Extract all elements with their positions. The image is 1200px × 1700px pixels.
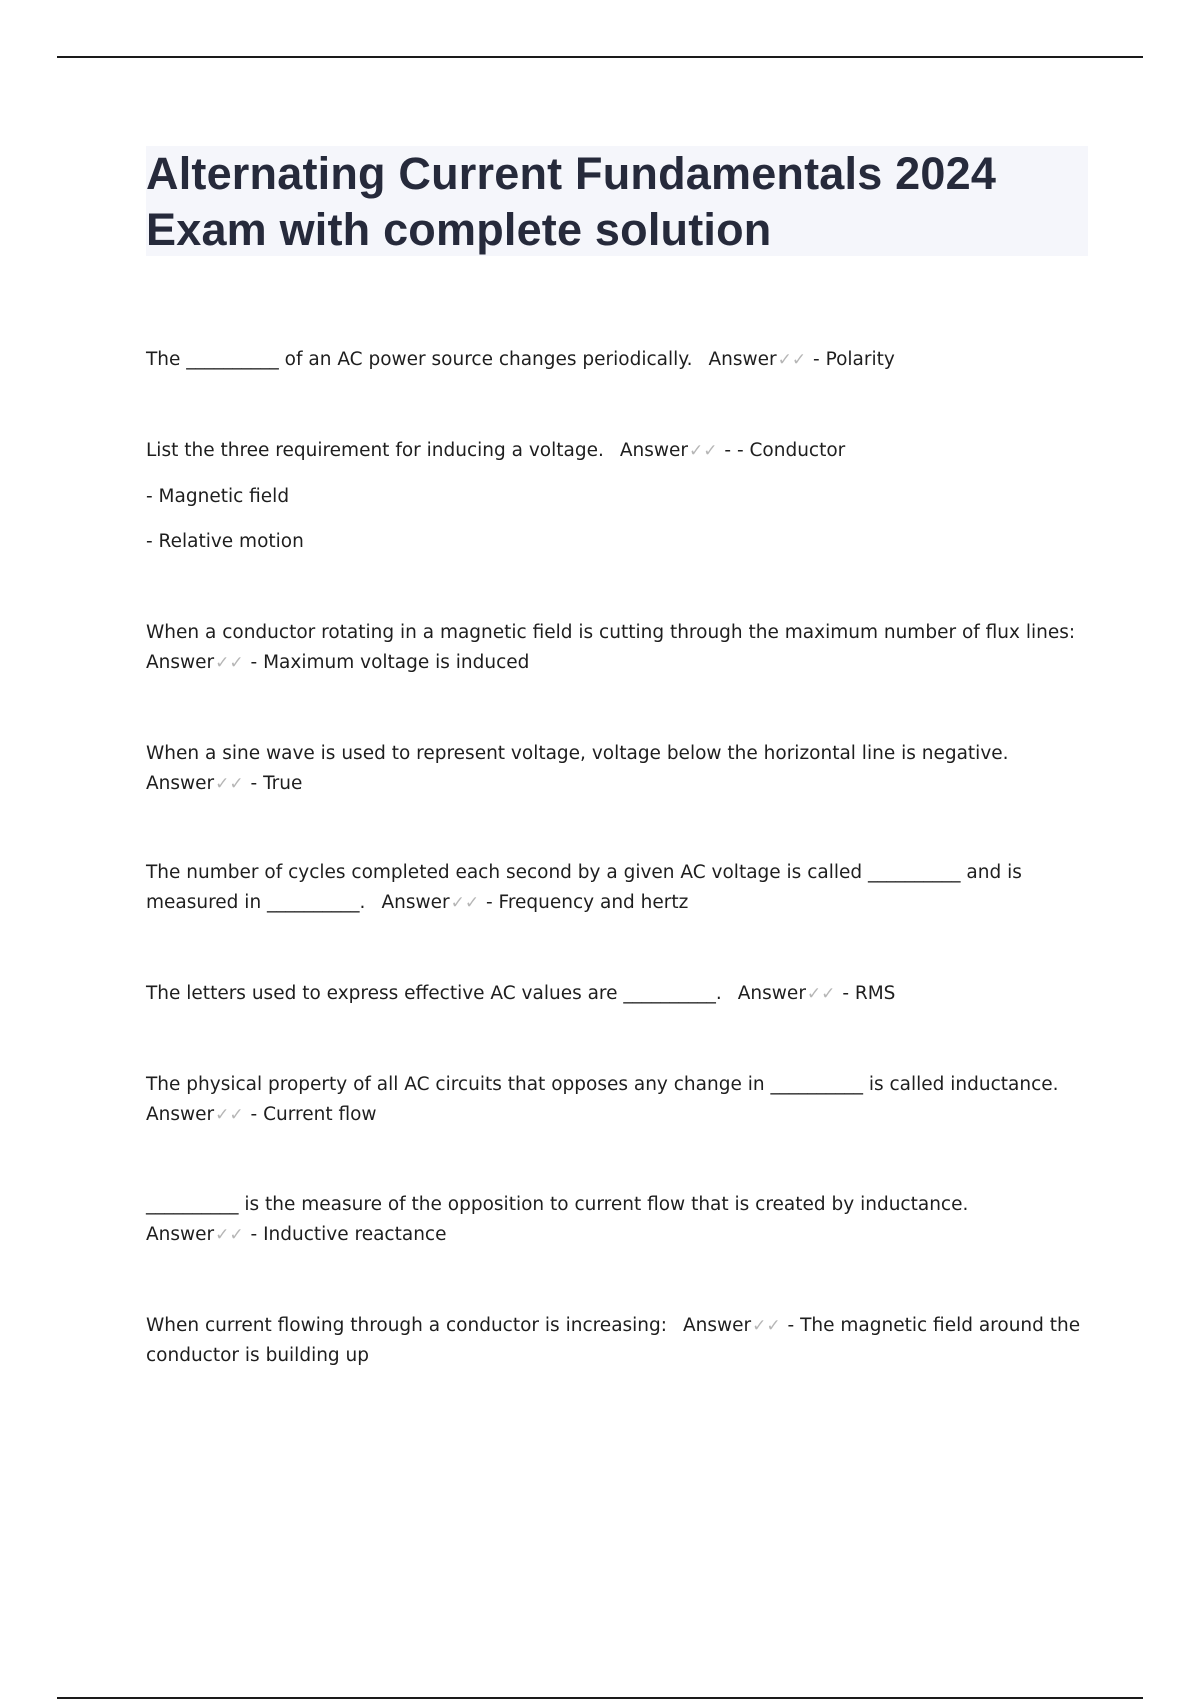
question-text: The __________ of an AC power source changes periodically. xyxy=(146,349,693,370)
qa-item-5 xyxy=(146,858,1091,918)
question-text-cont: measured in __________. xyxy=(146,892,366,913)
answer-text-cont: conductor is building up xyxy=(146,1345,370,1366)
qa-item-9 xyxy=(146,1311,1091,1371)
qa-item-4 xyxy=(146,739,1091,799)
question-text: __________ is the measure of the opposition to current flow that is created by inductance. xyxy=(146,1194,969,1215)
header-rule xyxy=(57,56,1143,58)
answer-text: - RMS xyxy=(842,983,896,1004)
question-text: The physical property of all AC circuits that opposes any change in __________ is called inductance. xyxy=(146,1074,1059,1095)
answer-continuation: - Magnetic field xyxy=(146,486,290,507)
qa-item-2 xyxy=(146,436,1091,466)
answer-text: - Polarity xyxy=(813,349,895,370)
answer-label: Answer xyxy=(146,652,215,673)
qa-item-3 xyxy=(146,618,1091,678)
answer-label: Answer xyxy=(381,892,450,913)
answer-text: - - Conductor xyxy=(724,440,846,461)
question-text: When a sine wave is used to represent voltage, voltage below the horizontal line is negative. xyxy=(146,743,1009,764)
checkmark-icon: ✓✓ xyxy=(752,1316,781,1336)
checkmark-icon: ✓✓ xyxy=(215,774,244,794)
footer-rule xyxy=(57,1697,1143,1699)
answer-label: Answer xyxy=(619,440,688,461)
answer-label: Answer xyxy=(708,349,777,370)
checkmark-icon: ✓✓ xyxy=(215,653,244,673)
question-text: List the three requirement for inducing a voltage. xyxy=(146,440,604,461)
question-text: The number of cycles completed each second by a given AC voltage is called __________ and is xyxy=(146,862,1022,883)
answer-text: - True xyxy=(250,773,303,794)
answer-text: - Frequency and hertz xyxy=(485,892,689,913)
checkmark-icon: ✓✓ xyxy=(450,893,480,913)
answer-label: Answer xyxy=(737,983,806,1004)
answer-label: Answer xyxy=(146,1104,215,1125)
qa-item-7 xyxy=(146,1070,1091,1130)
answer-text: - Current flow xyxy=(250,1104,377,1125)
checkmark-icon: ✓✓ xyxy=(215,1225,244,1245)
answer-text: - Maximum voltage is induced xyxy=(250,652,530,673)
checkmark-icon: ✓✓ xyxy=(689,441,718,461)
answer-label: Answer xyxy=(146,1224,215,1245)
title-line-1: Alternating Current Fundamentals 2024 xyxy=(146,148,997,199)
answer-continuation: - Relative motion xyxy=(146,531,304,552)
checkmark-icon: ✓✓ xyxy=(806,984,836,1004)
qa-item-1 xyxy=(146,345,1091,375)
page-title xyxy=(146,146,1088,258)
question-text: When a conductor rotating in a magnetic field is cutting through the maximum number of flux lines: xyxy=(146,622,1076,643)
title-line-2: Exam with complete solution xyxy=(146,204,772,255)
answer-text: - Inductive reactance xyxy=(250,1224,447,1245)
answer-text: - The magnetic field around the xyxy=(787,1315,1081,1336)
qa-item-8 xyxy=(146,1190,1091,1250)
qa-item-6 xyxy=(146,979,1091,1009)
answer-label: Answer xyxy=(683,1315,752,1336)
checkmark-icon: ✓✓ xyxy=(777,350,807,370)
question-text: When current flowing through a conductor is increasing: xyxy=(146,1315,668,1336)
checkmark-icon: ✓✓ xyxy=(215,1105,244,1125)
answer-label: Answer xyxy=(146,773,215,794)
question-text: The letters used to express effective AC values are __________. xyxy=(146,983,722,1004)
